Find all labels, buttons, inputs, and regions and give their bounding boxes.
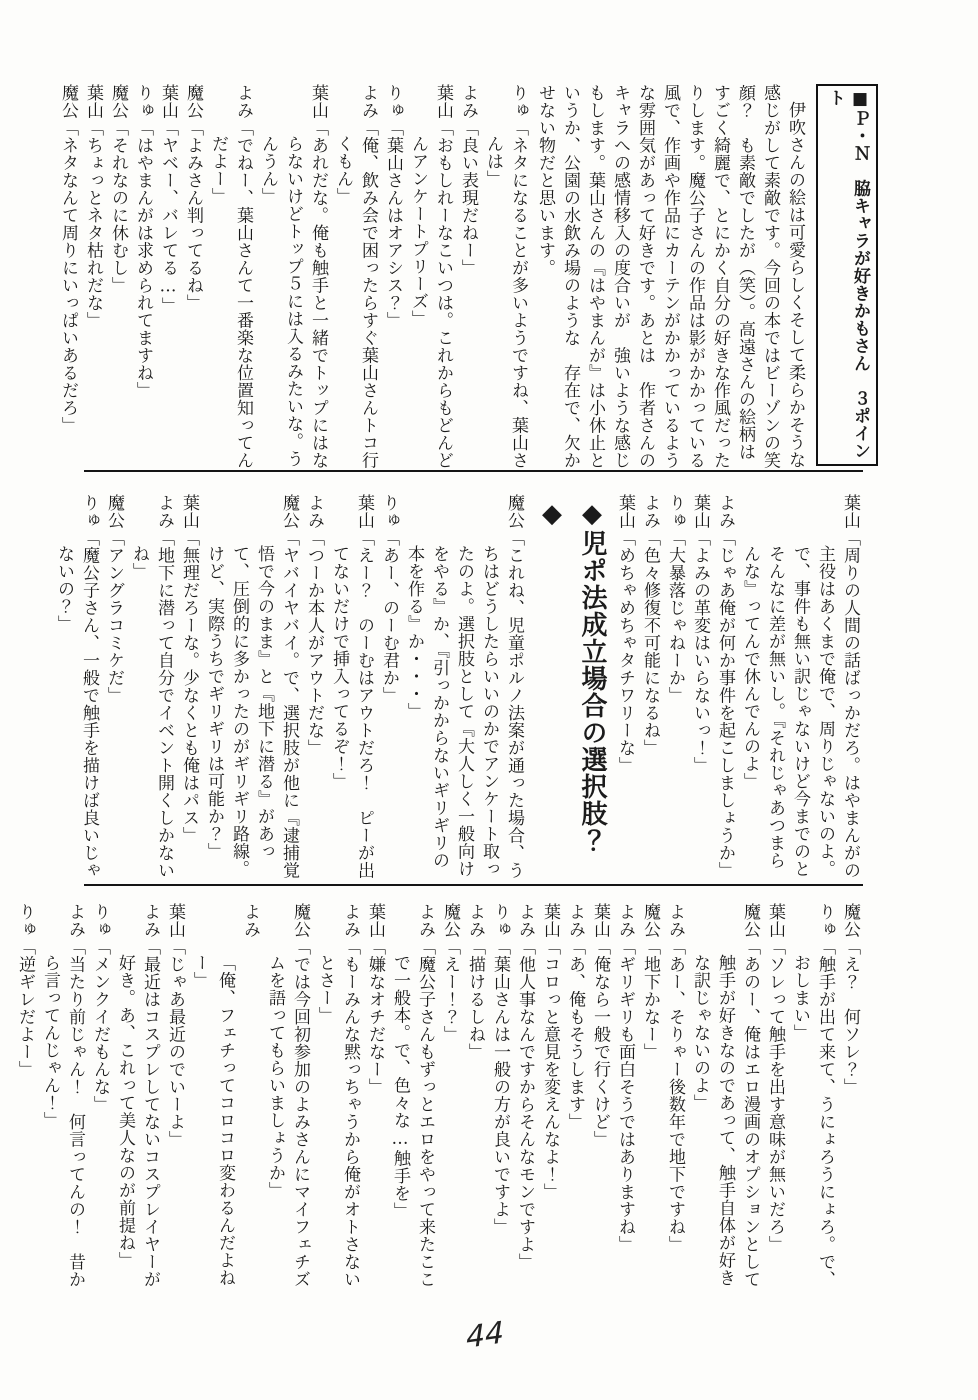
dialogue-line [112, 903, 162, 1303]
speaker-name: 葉山 [433, 84, 453, 119]
dialogue-line [155, 84, 180, 472]
speaker-name: 葉山 [179, 494, 199, 529]
dialogue-text: 「当たり前じゃん！ 何言ってんの！ 昔から言ってんじゃん！」 [40, 938, 85, 1288]
speaker-name: 葉山 [365, 903, 385, 938]
dialogue-text: 「俺、飲み会で困ったらすぐ葉山さんトコ行くもん」 [333, 119, 378, 469]
middle-dialogue-after-list [51, 494, 526, 882]
pen-name-header-box [816, 84, 878, 466]
pen-name-header-text: ■Ｐ・Ｎ 脇キャラが好きかもさん ３ポイント [825, 89, 870, 460]
speaker-name: 魔公 [279, 494, 299, 529]
dialogue-text: 「ヤベー、バレてる…」 [158, 119, 178, 315]
dialogue-text: 「色々修復不可能になるね」 [640, 529, 660, 757]
section-divider-line [84, 884, 863, 886]
dialogue-text: 「え？ 何ソレ？」 [840, 938, 860, 1096]
bottom-dialogue-list [12, 903, 862, 1303]
dialogue-line [512, 903, 537, 1303]
speaker-name: よみ [340, 903, 360, 938]
dialogue-line [205, 84, 255, 472]
dialogue-line [362, 903, 387, 1303]
speaker-name: 葉山 [308, 84, 328, 119]
dialogue-line [201, 494, 301, 882]
dialogue-line [187, 903, 262, 1303]
dialogue-text: 「俺、フェチってコロコロ変わるんだよねー」 [190, 954, 235, 1287]
dialogue-text: 「葉山さんはオアシス？」 [383, 119, 403, 329]
speaker-name: 魔公 [183, 84, 203, 119]
dialogue-line [612, 903, 637, 1303]
speaker-name: 魔公 [58, 84, 78, 119]
speaker-name: りゅ [383, 84, 403, 119]
speaker-name: 葉山 [590, 903, 610, 938]
speaker-name: 葉山 [165, 903, 185, 938]
dialogue-line [455, 84, 480, 472]
speaker-name: 葉山 [83, 84, 103, 119]
dialogue-text: 「あー、のーむ君か」 [379, 529, 399, 704]
speaker-name: 葉山 [840, 494, 860, 529]
speaker-name: りゅ [508, 84, 528, 119]
speaker-name: よみ [665, 903, 685, 938]
dialogue-line [537, 903, 562, 1303]
dialogue-text: 「あ、俺もそうします」 [565, 938, 585, 1131]
dialogue-text: 「めちゃめちゃタチワリーな」 [615, 529, 635, 774]
dialogue-text: 「ヤバイヤバイ。で、選択肢が他に『逮捕覚悟で今のまま』と『地下に潜る』があって、圧倒的に多かったのがギリギリ路線。けど、実際うちでギリギリは可能か？」 [204, 529, 299, 879]
dialogue-line [462, 903, 487, 1303]
dialogue-text: 「地下に潜って自分でイベント開くしかないね」 [129, 529, 174, 879]
dialogue-text: 「逆ギレだよー」 [15, 938, 35, 1078]
dialogue-text: 「魔公子さん、一般で触手を描けば良いじゃないの？」 [54, 529, 99, 879]
dialogue-line [737, 494, 862, 882]
dialogue-text: 「えー？ のーむはアウトだろ！ ピーが出てないだけで挿入ってるぞ！」 [329, 529, 374, 879]
speaker-name: よみ [715, 494, 735, 529]
dialogue-text: 「ギリギリも面白そうではありますね」 [615, 938, 635, 1253]
speaker-name: 葉山 [765, 903, 785, 938]
speaker-name: よみ [640, 494, 660, 529]
dialogue-line [687, 494, 712, 882]
dialogue-text: 「じゃあ最近のでいーよ」 [165, 938, 185, 1148]
speaker-name: 葉山 [158, 84, 178, 119]
dialogue-text: 「地下かなー」 [640, 938, 660, 1061]
dialogue-line [180, 84, 205, 472]
speaker-name: よみ [565, 903, 585, 938]
dialogue-line [405, 84, 455, 472]
speaker-name: よみ [615, 903, 635, 938]
dialogue-line [312, 903, 362, 1303]
speaker-name: 葉山 [354, 494, 374, 529]
page-number: 44 [465, 1315, 505, 1356]
dialogue-text: 「ソレって触手を出す意味が無いだろ」 [765, 938, 785, 1253]
dialogue-text: 「あー、そりゃー後数年で地下ですね」 [665, 938, 685, 1253]
dialogue-text: 「他人事なんですからそんなモンですよ」 [515, 938, 535, 1271]
speaker-name: よみ [140, 903, 160, 938]
dialogue-line [637, 494, 662, 882]
speaker-name: りゅ [815, 903, 835, 938]
dialogue-line [162, 903, 187, 1303]
dialogue-text: 「描けるしね」 [465, 938, 485, 1061]
speaker-name: 魔公 [104, 494, 124, 529]
dialogue-text: 「おもしれーなこいつは。これからもどんどんアンケートプリーズ」 [408, 119, 453, 469]
dialogue-text: 「あのー、俺はエロ漫画のオプションとして触手が好きなのであって、触手自体が好きな訳じゃないのよ」 [690, 938, 760, 1288]
dialogue-line [262, 903, 312, 1303]
dialogue-line [87, 903, 112, 1303]
dialogue-text: 「それなのに休むし」 [108, 119, 128, 294]
dialogue-text: 「俺なら一般で行くけど」 [590, 938, 610, 1148]
speaker-name: よみ [358, 84, 378, 119]
top-dialogue-list [55, 84, 530, 472]
speaker-name: りゅ [133, 84, 153, 119]
dialogue-line [387, 903, 437, 1303]
section-fetish-talk [15, 903, 862, 1303]
dialogue-text: 「あれだな。俺も触手と一緒でトップにはならないけどトップ５には入るみたいな。うんうん」 [258, 119, 328, 469]
dialogue-line [126, 494, 176, 882]
dialogue-text: 「良い表現だねー」 [458, 119, 478, 277]
dialogue-text: 「これね、児童ポルノ法案が通った場合、うちはどうしたらいいのかでアンケート取ったのよ。選択肢として『大人しく一般向けをやる』か、『引っかからないギリギリの本を作る』か・・・」 [404, 529, 524, 879]
dialogue-text: 「コロっと意見を変えんなよ！」 [540, 938, 560, 1201]
dialogue-line [637, 903, 662, 1303]
speaker-name: 葉山 [540, 903, 560, 938]
speaker-name: よみ [458, 84, 478, 119]
speaker-name: 葉山 [615, 494, 635, 529]
speaker-name: 魔公 [740, 903, 760, 938]
speaker-name: 魔公 [108, 84, 128, 119]
speaker-name: りゅ [490, 903, 510, 938]
middle-dialogue-before-list [612, 494, 862, 882]
dialogue-line [105, 84, 130, 472]
dialogue-line [762, 903, 787, 1303]
dialogue-line [55, 84, 80, 472]
section-jipo-talk [54, 494, 862, 882]
dialogue-text: 「嫌なオチだなー」 [365, 938, 385, 1096]
speaker-name: よみ [515, 903, 535, 938]
speaker-name: りゅ [15, 903, 35, 938]
speaker-name: 魔公 [640, 903, 660, 938]
dialogue-line [662, 903, 687, 1303]
dialogue-line [330, 84, 380, 472]
speaker-name: りゅ [665, 494, 685, 529]
dialogue-line [255, 84, 330, 472]
dialogue-line [51, 494, 101, 882]
speaker-name: よみ [154, 494, 174, 529]
speaker-name: よみ [240, 903, 260, 938]
dialogue-line [480, 84, 530, 472]
speaker-name: よみ [415, 903, 435, 938]
speaker-name: よみ [65, 903, 85, 938]
dialogue-line [130, 84, 155, 472]
speaker-name: 魔公 [440, 903, 460, 938]
dialogue-text: 「魔公子さんもずっとエロをやって来たここで一般本。で、色々な…触手を」 [390, 938, 435, 1288]
dialogue-text: 「無理だろーな。少なくとも俺はパス」 [179, 529, 199, 844]
dialogue-line [326, 494, 376, 882]
dialogue-text: 「ネタになることが多いようですね、葉山さんは」 [483, 119, 528, 469]
dialogue-text: 「葉山さんは一般の方が良いですよ」 [490, 938, 510, 1236]
dialogue-line [837, 903, 862, 1303]
dialogue-text: 「よみの革変はいらないっ！」 [690, 529, 710, 774]
dialogue-line [380, 84, 405, 472]
dialogue-line [37, 903, 87, 1303]
dialogue-text: 「周りの人間の話ばっかだろ。はやまんがの主役はあくまで俺で、周りじゃないのよ。で、事件も無い訳じゃないけど今までのとそんなに差が無いし。『それじゃあつまらんな』ってんで休んでんのよ」 [740, 529, 860, 879]
dialogue-line [101, 494, 126, 882]
dialogue-line [662, 494, 687, 882]
dialogue-line [712, 494, 737, 882]
dialogue-line [487, 903, 512, 1303]
speaker-name: よみ [233, 84, 253, 119]
fan-letter-paragraph: 伊吹さんの絵は可愛らしくそして柔らかそうな感じがして素敵です。今回の本ではビーゾンの笑顔？ も素敵でしたが（笑）。高遠さんの絵柄はすごく綺麗で、とにかく自分の好きな作風だったりします。魔公子さんの作品は影がかかっている風で、作画や作品にカーテンがかかっているような雰囲気があって好きです。あとは 作者さんのキャラへの感情移入の度合いが 強いような感じもします。葉山さんの『はやまんが』は小休止というか、公園の水飲み場のような 存在で、欠かせない物だと思います。 [535, 84, 805, 469]
dialogue-line [301, 494, 326, 882]
dialogue-text: 「はやまんがは求められてますね」 [133, 119, 153, 399]
speaker-name: りゅ [379, 494, 399, 529]
dialogue-line [687, 903, 762, 1303]
dialogue-text: 「えー！？」 [440, 938, 460, 1043]
dialogue-line [437, 903, 462, 1303]
dialogue-text: 「最近はコスプレしてないコスプレイヤーが好き。あ、これって美人なのが前提ね」 [115, 938, 160, 1288]
speaker-name: 魔公 [840, 903, 860, 938]
dialogue-text: 「アングラコミケだ」 [104, 529, 124, 704]
speaker-name: りゅ [90, 903, 110, 938]
dialogue-line [612, 494, 637, 882]
dialogue-line [562, 903, 587, 1303]
section-title: ◆児ポ法成立場合の選択肢？◆ [537, 499, 607, 855]
dialogue-line [376, 494, 401, 882]
dialogue-line [176, 494, 201, 882]
speaker-name: りゅ [79, 494, 99, 529]
dialogue-line [787, 903, 837, 1303]
dialogue-text: 「ネタなんて周りにいっぱいあるだろ」 [58, 119, 78, 434]
speaker-name: よみ [465, 903, 485, 938]
dialogue-text: 「じゃあ俺が何か事件を起こしましょうか」 [715, 529, 735, 879]
speaker-name: よみ [304, 494, 324, 529]
speaker-name: 葉山 [690, 494, 710, 529]
dialogue-text: 「では今回初参加のよみさんにマイフェチズムを語ってもらいましょうか」 [265, 938, 310, 1288]
section-divider-line [84, 470, 863, 472]
speaker-name: 魔公 [290, 903, 310, 938]
dialogue-text: 「ちょっとネタ枯れだな」 [83, 119, 103, 329]
section-fan-letter [58, 84, 878, 472]
dialogue-text: 「大暴落じゃねーか」 [665, 529, 685, 704]
dialogue-text: 「メンクイだもんな」 [90, 938, 110, 1113]
dialogue-text: 「もーみんな黙っちゃうから俺がオトさないとさー」 [315, 938, 360, 1288]
dialogue-text: 「よみさん判ってるね」 [183, 119, 203, 312]
dialogue-line [401, 494, 526, 882]
dialogue-line [12, 903, 37, 1303]
dialogue-text: 「つーか本人がアウトだな」 [304, 529, 324, 757]
dialogue-text: 「でねー、葉山さんて一番楽な位置知ってんだよー」 [208, 119, 253, 469]
speaker-name: 魔公 [504, 494, 524, 529]
dialogue-line [587, 903, 612, 1303]
dialogue-line [80, 84, 105, 472]
dialogue-text: 「触手が出て来て、うにょろうにょろ。で、おしまい」 [790, 938, 835, 1288]
